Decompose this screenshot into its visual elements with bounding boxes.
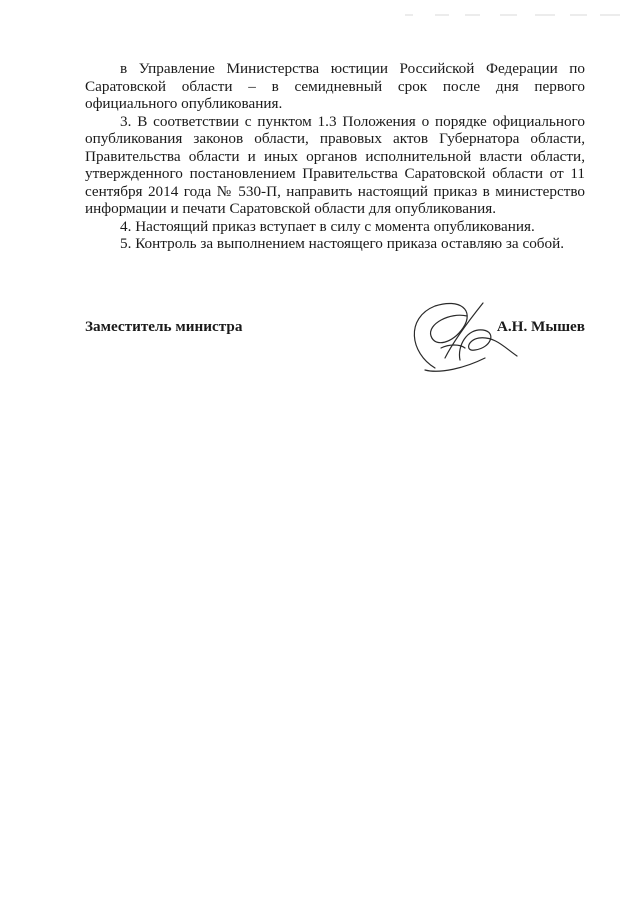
paragraph-continuation: в Управление Министерства юстиции Российской Федерации по Саратовской области – в семидневный срок после дня первого официального опубликования. [85, 60, 585, 112]
position-title: Заместитель министра [85, 318, 243, 335]
scan-artifact [405, 10, 625, 20]
handwritten-signature [405, 298, 520, 378]
signature-block [85, 318, 585, 378]
document-body [85, 60, 585, 253]
paragraph-item-4: 4. Настоящий приказ вступает в силу с момента опубликования. [120, 217, 535, 235]
paragraph-item-3: 3. В соответствии с пунктом 1.3 Положения о порядке официального опубликования законов области, правовых актов Губернатора области, Правительства области и иных органов исполнительной власти области, утвержденного постановлением Правительства Саратовской области от 11 сентября 2014 года № 530-П, направить настоящий приказ в министерство информации и печати Саратовской области для опубликования. [85, 112, 585, 217]
paragraph-item-5: 5. Контроль за выполнением настоящего приказа оставляю за собой. [120, 235, 565, 252]
signer-name: А.Н. Мышев [496, 318, 585, 335]
